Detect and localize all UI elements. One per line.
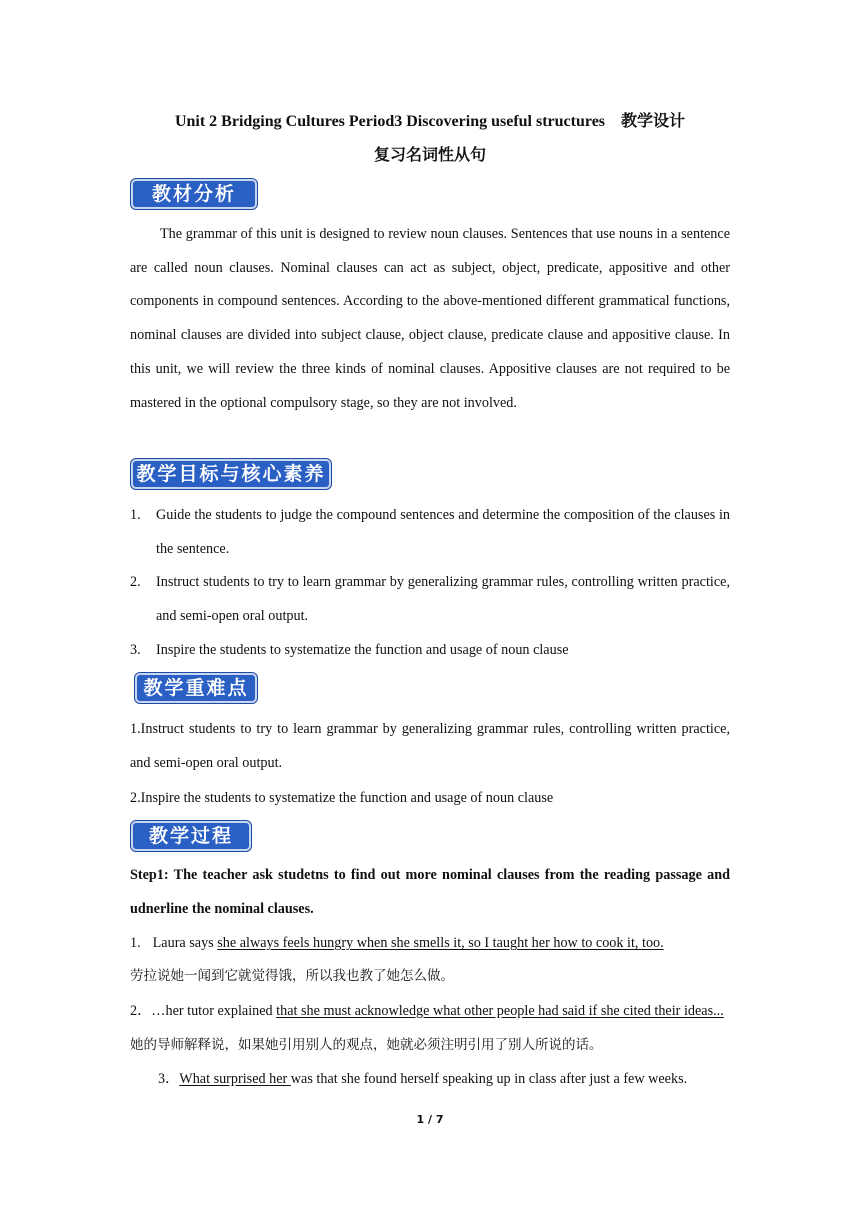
analysis-text: The grammar of this unit is designed to review noun clauses. Sentences that use nouns in a sentence are called noun clauses. Nominal clauses can act as subject, object, predicate, appositive and other components in compound sentences. According to the above-mentioned different grammatical functions, nominal clauses are divided into subject clause, object clause, predicate clause and appositive clause. In this unit, we will review the three kinds of nominal clauses. Appositive clauses are not required to be mastered in the optional compulsory stage, so they are not involved.	[130, 226, 730, 411]
example-1: 1. Laura says she always feels hungry when she smells it, so I taught her how to cook it, too.	[130, 935, 664, 951]
section-badge-process: 教学过程	[131, 821, 251, 851]
document-title: Unit 2 Bridging Cultures Period3 Discovering useful structures 教学设计	[174, 113, 686, 130]
example-2-translation: 她的导师解释说，如果她引用别人的观点，她就必须注明引用了别人所说的话。	[130, 1037, 603, 1053]
section-badge-goals: 教学目标与核心素养	[131, 459, 331, 489]
underlined-clause: What surprised her	[179, 1071, 291, 1087]
goals-list	[130, 499, 730, 668]
analysis-paragraph	[130, 218, 730, 420]
key-point-1: 1.Instruct students to try to learn grammar by generalizing grammar rules, controlling written practice, and semi-open oral output.	[130, 721, 730, 771]
example-2: 2．…her tutor explained that she must acknowledge what other people had said if she cited their ideas...	[130, 1003, 724, 1019]
example-3: 3．What surprised her was that she found herself speaking up in class after just a few weeks.	[158, 1071, 688, 1087]
list-item: 2. Instruct students to try to learn grammar by generalizing grammar rules, controlling written practice, and semi-open oral output.	[130, 574, 730, 625]
section-badge-key-points: 教学重难点	[135, 673, 257, 703]
page-number: 1 / 7	[416, 1113, 444, 1126]
underlined-clause: that she must acknowledge what other people had said if she cited their ideas...	[276, 1003, 724, 1019]
list-item: 1. Guide the students to judge the compound sentences and determine the composition of the clauses in the sentence.	[130, 507, 730, 557]
document-subtitle: 复习名词性从句	[373, 147, 486, 164]
example-1-translation: 劳拉说她一闻到它就觉得饿，所以我也教了她怎么做。	[130, 968, 454, 984]
underlined-clause: she always feels hungry when she smells it, so I taught her how to cook it, too.	[217, 935, 664, 951]
step1-instruction: Step1: The teacher ask studetns to find out more nominal clauses from the reading passage and udnerline the nominal clauses.	[130, 867, 730, 917]
list-item: 3. Inspire the students to systematize the function and usage of noun clause	[130, 641, 569, 658]
key-point-2: 2.Inspire the students to systematize the function and usage of noun clause	[130, 790, 554, 806]
section-badge-analysis: 教材分析	[131, 179, 257, 209]
